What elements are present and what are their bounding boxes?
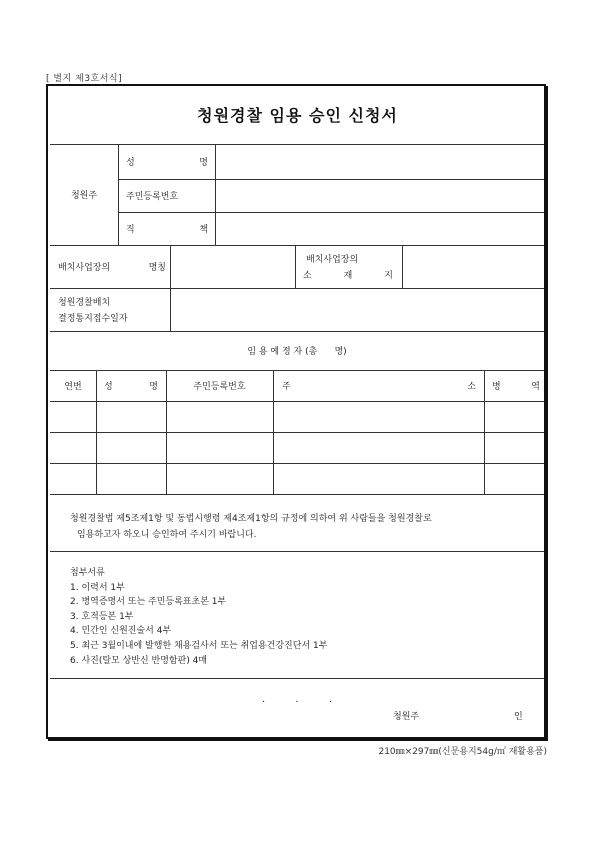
- applicant-position-field[interactable]: [218, 214, 542, 243]
- notice-date-label: [58, 288, 168, 331]
- label-char: 주: [282, 382, 291, 392]
- date-field[interactable]: [262, 694, 332, 705]
- table-cell[interactable]: [98, 434, 164, 461]
- divider: [273, 370, 274, 494]
- paragraph-line: 임용하고자 하오니 승인하여 주시기 바랍니다.: [77, 530, 257, 540]
- label-text: 결정통지접수일자: [58, 314, 128, 324]
- column-header-military: [492, 370, 540, 401]
- table-cell[interactable]: [52, 403, 94, 430]
- divider: [215, 144, 216, 245]
- applicant-group-label: 청원주: [70, 191, 98, 201]
- request-paragraph: [70, 511, 540, 543]
- placement-name-label: [58, 245, 166, 288]
- label-char: 성: [104, 382, 113, 392]
- label-char: 소: [303, 271, 312, 281]
- table-cell[interactable]: [52, 434, 94, 461]
- label-char: 지: [384, 271, 393, 281]
- table-cell[interactable]: [486, 465, 542, 492]
- label-char: 명: [149, 382, 158, 392]
- label-text: 배치사업장의: [306, 255, 359, 265]
- applicant-name-label: [126, 144, 208, 179]
- label-char: 병: [492, 382, 501, 392]
- applicant-rrn-field[interactable]: [218, 181, 542, 210]
- divider: [50, 432, 544, 433]
- appointee-header: 임 용 예 정 자 (총 명): [247, 347, 347, 357]
- date-separator: .: [262, 694, 266, 705]
- table-cell[interactable]: [168, 465, 271, 492]
- label-text: 청원경찰배치: [58, 298, 111, 308]
- form-number-label: [ 별지 제3호서식]: [46, 74, 123, 84]
- placement-name-field[interactable]: [172, 247, 293, 286]
- date-separator: .: [295, 694, 299, 705]
- label-char: 소: [467, 382, 476, 392]
- label-char: 재: [343, 271, 353, 281]
- column-header-rrn: 주민등록번호: [193, 382, 246, 392]
- list-item: 6. 사진(탈모 상반신 반명함판) 4매: [70, 655, 208, 666]
- list-item: 4. 민간인 신원진술서 4부: [70, 626, 172, 637]
- applicant-position-label: [126, 212, 208, 245]
- table-cell[interactable]: [275, 434, 482, 461]
- signature-applicant-label: 청원주: [393, 712, 420, 722]
- divider: [170, 245, 171, 331]
- form-title: 청원경찰 임용 승인 신청서: [197, 106, 398, 125]
- divider: [118, 144, 119, 245]
- table-cell[interactable]: [168, 434, 271, 461]
- label-char: 직: [126, 225, 135, 235]
- label-char: 책: [199, 225, 208, 235]
- table-cell[interactable]: [98, 465, 164, 492]
- notice-date-field[interactable]: [172, 290, 542, 329]
- label-text: 배치사업장의: [58, 263, 111, 273]
- table-cell[interactable]: [52, 465, 94, 492]
- column-header-name: [104, 370, 158, 401]
- date-separator: .: [328, 694, 332, 705]
- applicant-name-field[interactable]: [218, 146, 542, 177]
- divider: [402, 245, 403, 288]
- divider: [295, 245, 296, 288]
- divider: [96, 370, 97, 494]
- paper-spec-footnote: 210㎜×297㎜(신문용지54g/㎡ 재활용품): [378, 747, 547, 757]
- seal-label: 인: [514, 712, 523, 722]
- label-char: 성: [126, 158, 135, 168]
- column-header-no: 연번: [64, 382, 82, 392]
- label-char: 명: [199, 158, 208, 168]
- table-cell[interactable]: [98, 403, 164, 430]
- paragraph-line: 청원경찰법 제5조제1항 및 동법시행령 제4조제1항의 규정에 의하여 위 사람들을 청원경찰로: [70, 514, 432, 524]
- label-text: 명칭: [148, 263, 166, 273]
- table-cell[interactable]: [275, 403, 482, 430]
- divider: [50, 401, 544, 402]
- list-item: 2. 병역증명서 또는 주민등록표초본 1부: [70, 597, 227, 608]
- divider: [50, 551, 544, 552]
- label-text: [303, 268, 393, 281]
- divider: [484, 370, 485, 494]
- divider: [50, 144, 544, 145]
- divider: [50, 494, 544, 495]
- table-cell[interactable]: [168, 403, 271, 430]
- attachments-list: [70, 566, 327, 668]
- list-item: 3. 호적등본 1부: [70, 611, 134, 622]
- applicant-rrn-label: 주민등록번호: [126, 192, 179, 202]
- table-cell[interactable]: [486, 403, 542, 430]
- divider: [50, 463, 544, 464]
- label-char: 역: [531, 382, 540, 392]
- column-header-address: [282, 370, 476, 401]
- table-cell[interactable]: [486, 434, 542, 461]
- placement-location-label: [303, 247, 398, 286]
- list-item: 5. 최근 3월이내에 발행한 채용검사서 또는 취업용건강진단서 1부: [70, 640, 328, 651]
- divider: [50, 678, 544, 679]
- table-cell[interactable]: [275, 465, 482, 492]
- placement-location-field[interactable]: [404, 247, 542, 286]
- list-item: 1. 이력서 1부: [70, 582, 125, 593]
- attachments-title: 첨부서류: [70, 568, 105, 578]
